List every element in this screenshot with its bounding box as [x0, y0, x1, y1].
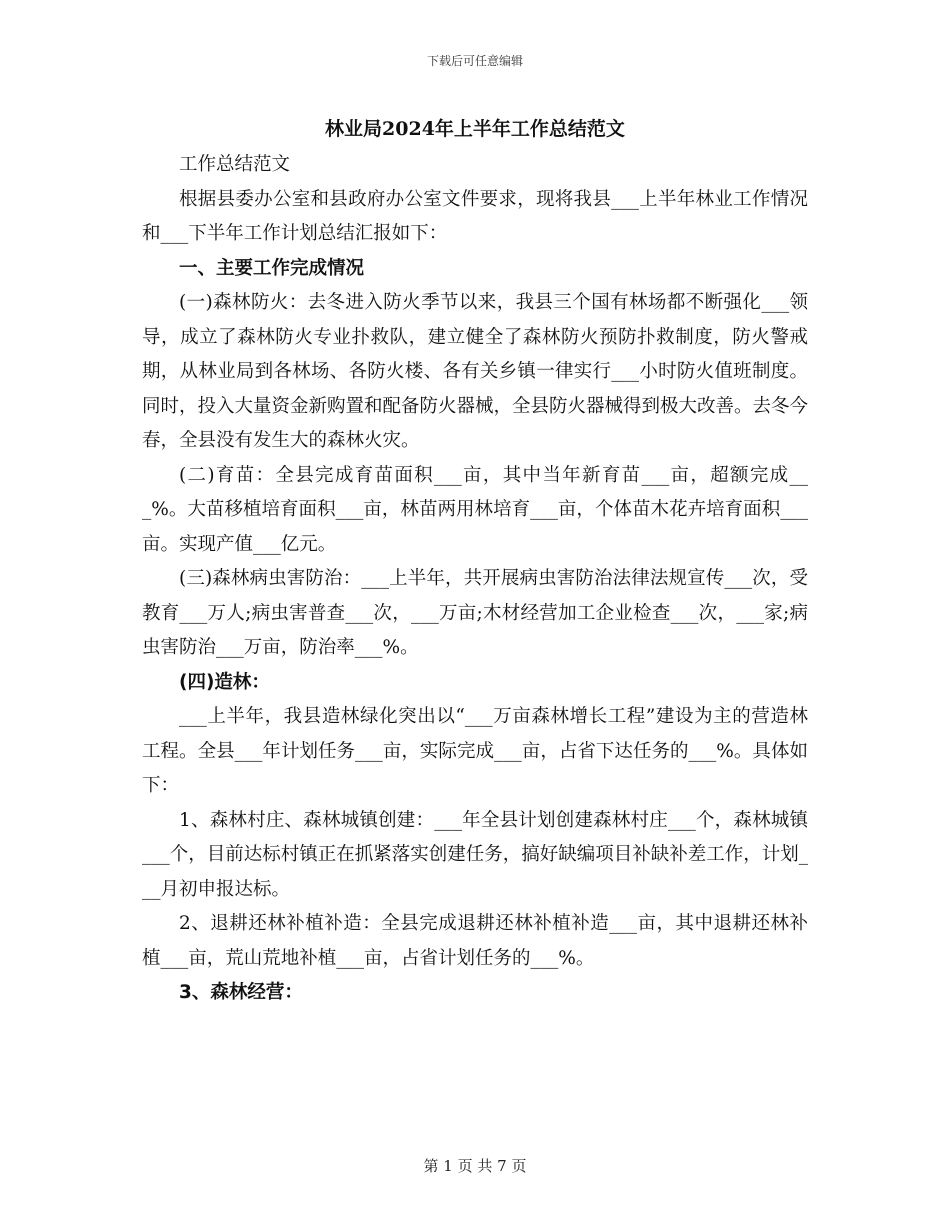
paragraph-seedlings: (二)育苗：全县完成育苗面积___亩，其中当年新育苗___亩，超额完成___%。大苗移植培育面积___亩，林苗两用林培育___亩，个体苗木花卉培育面积___亩。实现产值___亿元。 [142, 464, 808, 555]
paragraph-intro: 根据县委办公室和县政府办公室文件要求，现将我县___上半年林业工作情况和___下半年工作计划总结汇报如下： [142, 188, 808, 244]
section-heading-main-work: 一、主要工作完成情况 [179, 257, 365, 279]
paragraph-pest-control: (三)森林病虫害防治：___上半年，共开展病虫害防治法律法规宣传___次，受教育___万人;病虫害普查___次，___万亩;木材经营加工企业检查___次，___家;病虫害防治___万亩，防治率___%。 [142, 568, 808, 658]
page-header-note: 下载后可任意编辑 [426, 54, 523, 68]
paragraph-reforestation: 2、退耕还林补植补造：全县完成退耕还林补植补造___亩，其中退耕还林补植___亩，荒山荒地补植___亩，占省计划任务的___%。 [142, 913, 808, 969]
section-heading-forest-management: 3、森林经营： [179, 982, 303, 1003]
paragraph-afforestation: ___上半年，我县造林绿化突出以“___万亩森林增长工程”建设为主的营造林工程。全县___年计划任务___亩，实际完成___亩，占省下达任务的___%。具体如下： [142, 706, 808, 796]
paragraph-subtitle: 工作总结范文 [179, 154, 291, 175]
page-number: 第 1 页 共 7 页 [423, 1157, 527, 1175]
paragraph-forest-fire: (一)森林防火：去冬进入防火季节以来，我县三个国有林场都不断强化___领导，成立了森林防火专业扑救队，建立健全了森林防火预防扑救制度，防火警戒期，从林业局到各林场、各防火楼、各有关乡镇一律实行___小时防火值班制度。同时，投入大量资金新购置和配备防火器械，全县防火器械得到极大改善。去冬今春，全县没有发生大的森林火灾。 [142, 292, 809, 451]
section-heading-afforestation: (四)造林： [179, 671, 270, 693]
document-body [142, 148, 808, 1011]
document-title: 林业局2024年上半年工作总结范文 [325, 118, 625, 140]
paragraph-forest-villages: 1、森林村庄、森林城镇创建：___年全县计划创建森林村庄___个，森林城镇___个，目前达标村镇正在抓紧落实创建任务，搞好缺编项目补缺补差工作，计划___月初申报达标。 [142, 809, 809, 900]
